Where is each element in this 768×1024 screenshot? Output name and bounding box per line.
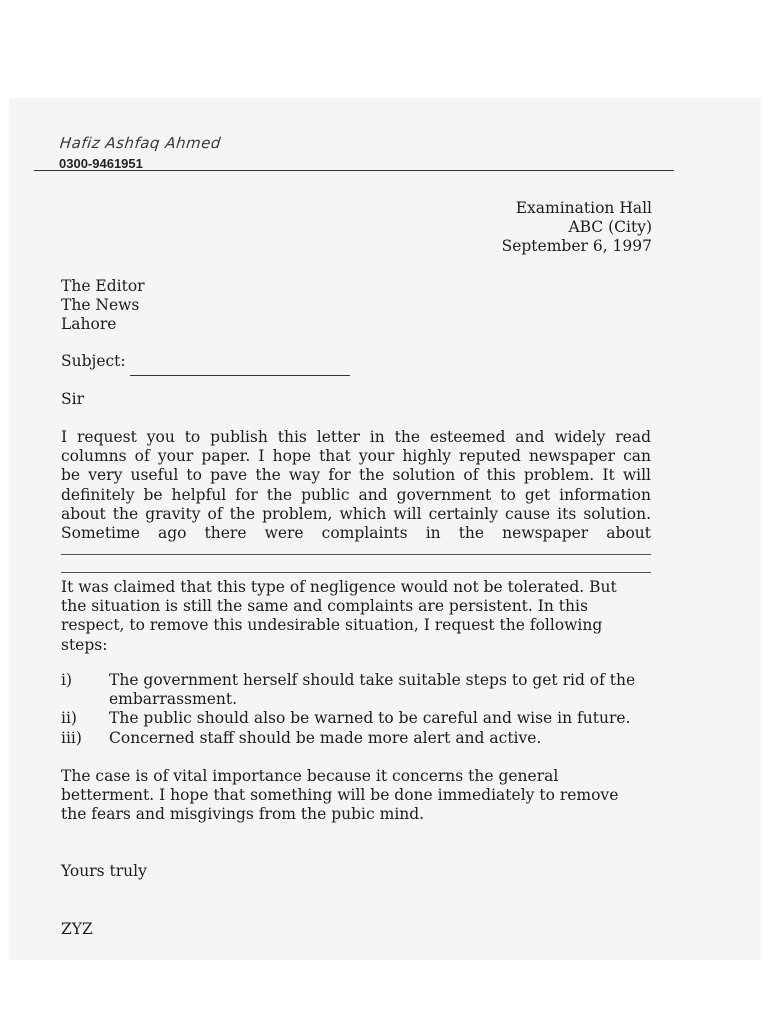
recipient-address	[61, 277, 145, 335]
paragraph-line: The case is of vital importance because it concerns the general	[61, 767, 559, 785]
list-item-number: i)	[61, 671, 73, 689]
body-paragraph-3	[61, 767, 651, 825]
body-paragraph-1	[61, 428, 651, 543]
paragraph-line: I request you to publish this letter in the esteemed and widely read	[61, 428, 651, 446]
paragraph-line: the situation is still the same and complaints are persistent. In this	[61, 597, 588, 616]
signature: ZYZ	[61, 920, 93, 938]
paragraph-line: definitely be helpful for the public and government to get information	[61, 485, 651, 504]
list-item	[61, 671, 651, 709]
paragraph-line: be very useful to pave the way for the solution of this problem. It will	[61, 466, 651, 485]
list-item-text: The government herself should take suitable steps to get rid of the	[109, 671, 636, 689]
list-item	[61, 729, 651, 748]
list-item-number: ii)	[61, 709, 77, 728]
sender-address-line: Examination Hall	[515, 199, 652, 217]
steps-list	[61, 671, 651, 748]
salutation: Sir	[61, 390, 84, 408]
sender-address	[502, 199, 652, 257]
paragraph-line: the fears and misgivings from the pubic mind.	[61, 805, 425, 824]
phone-number: 0300-9461951	[59, 156, 143, 171]
paragraph-line: It was claimed that this type of negligence would not be tolerated. But	[61, 578, 617, 596]
letter-date: September 6, 1997	[501, 237, 652, 256]
paragraph-line: columns of your paper. I hope that your highly reputed newspaper can	[61, 447, 651, 466]
paragraph-line: respect, to remove this undesirable situation, I request the following	[61, 616, 603, 635]
paragraph-line: betterment. I hope that something will be done immediately to remove	[61, 786, 619, 805]
list-item-number: iii)	[61, 728, 82, 747]
paragraph-line: steps:	[61, 635, 108, 654]
closing: Yours truly	[61, 862, 147, 880]
letter-page	[9, 98, 761, 960]
paragraph-line: Sometime ago there were complaints in the newspaper about	[61, 524, 651, 543]
body-paragraph-2	[61, 578, 651, 655]
recipient-line: The Editor	[61, 277, 145, 295]
subject-line	[61, 352, 350, 376]
list-item	[61, 709, 651, 728]
fill-in-blank-line	[61, 572, 651, 573]
recipient-line: The News	[61, 296, 140, 315]
subject-blank	[130, 356, 350, 376]
header-divider	[34, 170, 674, 171]
subject-label: Subject:	[61, 352, 126, 370]
paragraph-line: about the gravity of the problem, which will certainly cause its solution.	[61, 504, 651, 523]
fill-in-blank-line	[61, 554, 651, 555]
list-item-text: The public should also be warned to be careful and wise in future.	[109, 709, 631, 728]
recipient-line: Lahore	[61, 315, 117, 334]
sender-address-line: ABC (City)	[568, 218, 652, 237]
author-name: Hafiz Ashfaq Ahmed	[59, 134, 222, 152]
list-item-text: embarrassment.	[109, 690, 238, 709]
list-item-text: Concerned staff should be made more alert and active.	[109, 728, 542, 747]
